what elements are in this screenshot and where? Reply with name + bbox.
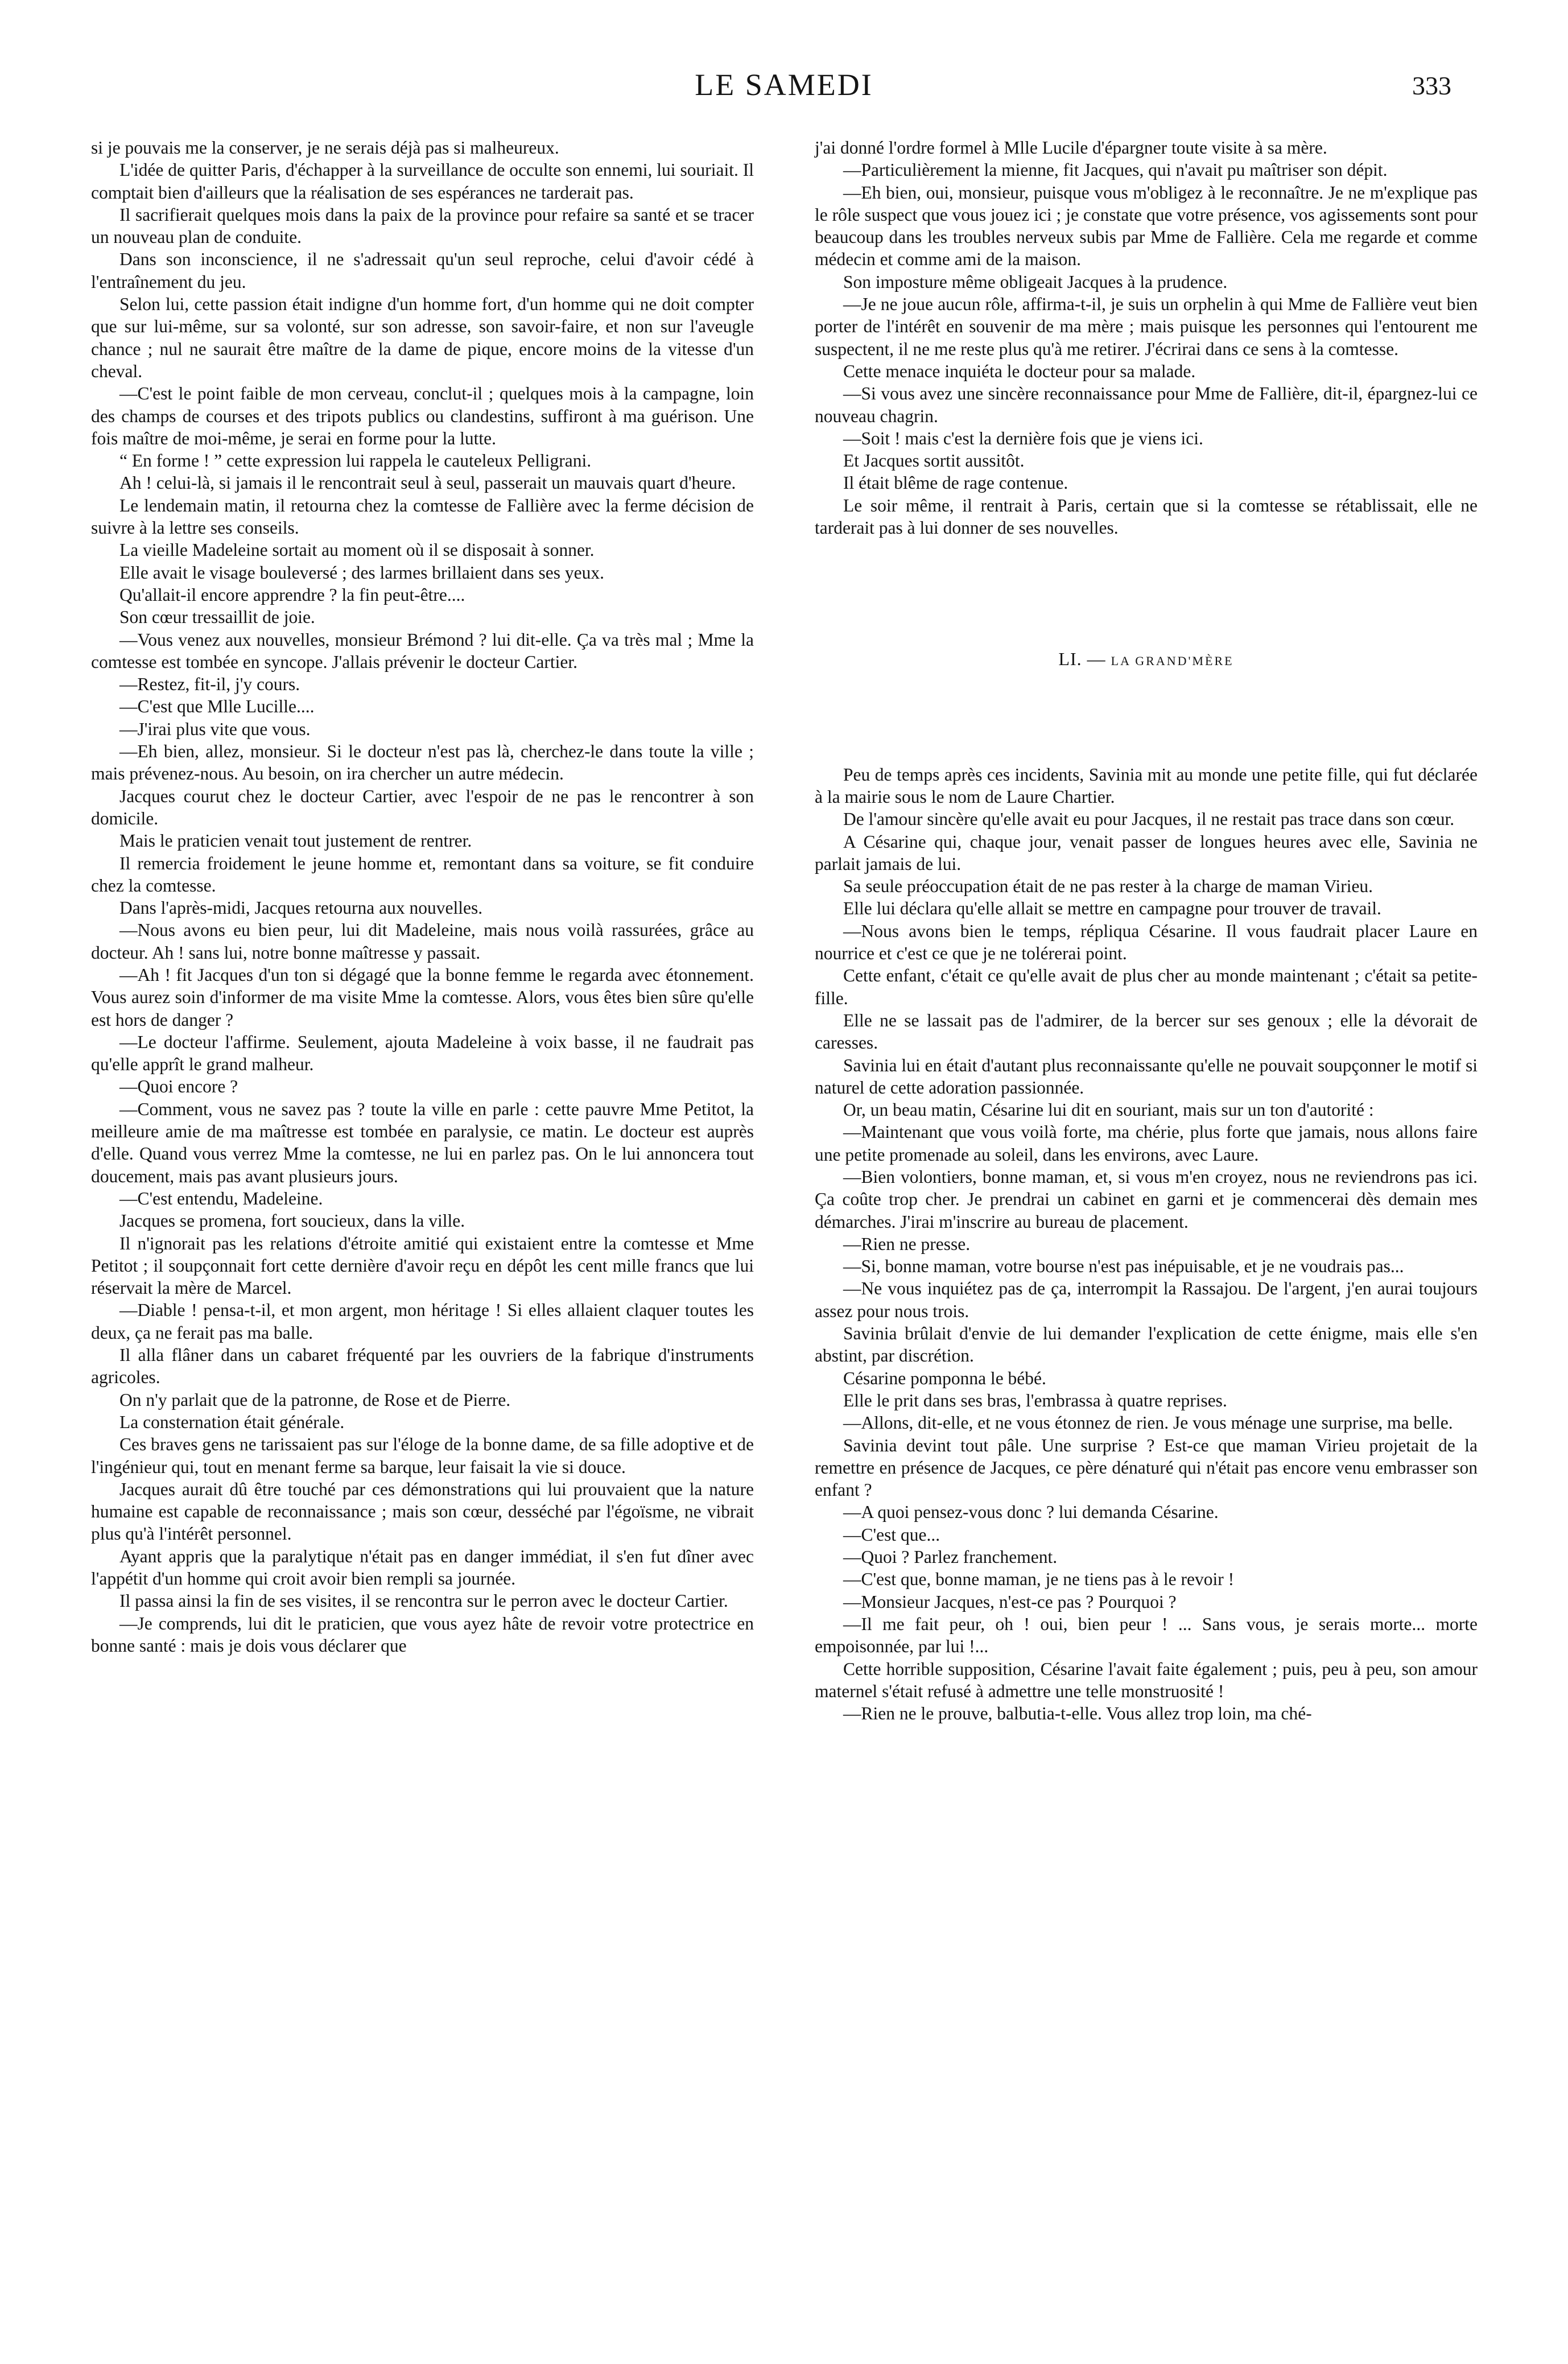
paragraph: —Le docteur l'affirme. Seulement, ajouta Madeleine à voix basse, il ne faudrait pas qu'elle apprît le grand malheur.: [91, 1032, 754, 1075]
paragraph: —C'est que...: [843, 1524, 940, 1545]
paragraph: La consternation était générale.: [119, 1412, 345, 1432]
paragraph: Elle le prit dans ses bras, l'embrassa à quatre reprises.: [843, 1390, 1227, 1410]
paragraph: —Si, bonne maman, votre bourse n'est pas inépuisable, et je ne voudrais pas...: [843, 1256, 1404, 1277]
paragraph: —A quoi pensez-vous donc ? lui demanda Césarine.: [843, 1502, 1219, 1523]
paragraph: —Diable ! pensa-t-il, et mon argent, mon héritage ! Si elles allaient claquer toutes les deux, ça ne ferait pas ma balle.: [91, 1300, 754, 1343]
paragraph: L'idée de quitter Paris, d'échapper à la surveillance de occulte son ennemi, lui souriait. Il comptait bien d'ailleurs que la réalisation de ses espérances ne tarderait pas.: [91, 160, 754, 203]
paragraph: —Je comprends, lui dit le praticien, que vous ayez hâte de revoir votre protectrice en bonne santé : mais je dois vous déclarer que: [91, 1613, 754, 1656]
paragraph: —C'est le point faible de mon cerveau, conclut-il ; quelques mois à la campagne, loin des champs de courses et des tripots publics ou clandestins, suffiront à ma guérison. Une fois maître de moi-même, je serai en forme pour la lutte.: [91, 383, 754, 448]
paragraph: Or, un beau matin, Césarine lui dit en souriant, mais sur un ton d'autorité :: [843, 1100, 1374, 1120]
paragraph: Savinia lui en était d'autant plus reconnaissante qu'elle ne pouvait soupçonner le motif si naturel de cette adoration passionnée.: [815, 1055, 1478, 1098]
paragraph: Elle avait le visage bouleversé ; des larmes brillaient dans ses yeux.: [119, 562, 604, 583]
paragraph: Et Jacques sortit aussitôt.: [843, 451, 1025, 471]
paragraph: Son imposture même obligeait Jacques à la prudence.: [843, 271, 1228, 292]
paragraph: Son cœur tressaillit de joie.: [119, 607, 315, 628]
paragraph: A Césarine qui, chaque jour, venait passer de longues heures avec elle, Savinia ne parlait jamais de lui.: [815, 831, 1478, 874]
paragraph: —Rien ne le prouve, balbutia-t-elle. Vous allez trop loin, ma ché-: [843, 1703, 1312, 1724]
paragraph: Jacques aurait dû être touché par ces démonstrations qui lui prouvaient que la nature humaine est capable de reconnaissance ; mais son cœur, desséché par l'égoïsme, ne vibrait plus qu'à l'intérêt personnel.: [91, 1479, 754, 1544]
paragraph: —Bien volontiers, bonne maman, et, si vous m'en croyez, nous ne reviendrons pas ici. Ça coûte trop cher. Je prendrai un cabinet en garni et je commencerai dès demain mes démarches. J'irai m'inscrire au bureau de placement.: [815, 1166, 1478, 1232]
paragraph: Cette horrible supposition, Césarine l'avait faite également ; puis, peu à peu, son amour maternel s'était refusé à admettre une telle monstruosité !: [815, 1658, 1478, 1701]
paragraph: —Comment, vous ne savez pas ? toute la ville en parle : cette pauvre Mme Petitot, la meilleure amie de ma maîtresse est tombée en paralysie, ce matin. Le docteur est auprès d'elle. Quand vous verrez Mme la comtesse, ne lui en parlez pas. On le lui annoncera tout doucement, mais pas avant plusieurs jours.: [91, 1099, 754, 1186]
paragraph: —Il me fait peur, oh ! oui, bien peur ! ... Sans vous, je serais morte... morte empoisonnée, par lui !...: [815, 1614, 1478, 1657]
paragraph: Il passa ainsi la fin de ses visites, il se rencontra sur le perron avec le docteur Cartier.: [119, 1591, 728, 1611]
paragraph: —Vous venez aux nouvelles, monsieur Brémond ? lui dit-elle. Ça va très mal ; Mme la comtesse est tombée en syncope. J'allais prévenir le docteur Cartier.: [91, 629, 754, 672]
paragraph: Selon lui, cette passion était indigne d'un homme fort, d'un homme qui ne doit compter que sur lui-même, sur sa volonté, sur son adresse, son savoir-faire, et non sur l'aveugle chance ; nul ne saurait être maître de la dame de pique, encore moins de la vitesse d'un cheval.: [91, 294, 754, 381]
paragraph: Sa seule préoccupation était de ne pas rester à la charge de maman Virieu.: [843, 876, 1373, 897]
paragraph: —Quoi ? Parlez franchement.: [843, 1547, 1058, 1567]
paragraph: Cette menace inquiéta le docteur pour sa malade.: [843, 361, 1196, 381]
paragraph: —Allons, dit-elle, et ne vous étonnez de rien. Je vous ménage une surprise, ma belle.: [843, 1413, 1453, 1433]
paragraph: Césarine pomponna le bébé.: [843, 1368, 1046, 1388]
paragraph: Il sacrifierait quelques mois dans la paix de la province pour refaire sa santé et se tracer un nouveau plan de conduite.: [91, 204, 754, 247]
paragraph: —Eh bien, oui, monsieur, puisque vous m'obligez à le reconnaître. Je ne m'explique pas le rôle suspect que vous jouez ici ; je constate que votre présence, vos agissements sont pour beaucoup dans les troubles nerveux subis par Mme de Fallière. Cela me regarde et comme médecin et comme ami de la maison.: [815, 182, 1478, 270]
paragraph: —Eh bien, allez, monsieur. Si le docteur n'est pas là, cherchez-le dans toute la ville ; mais prévenez-nous. Au besoin, on ira chercher un autre médecin.: [91, 741, 754, 784]
paragraph: —Rien ne presse.: [843, 1233, 971, 1254]
paragraph: “ En forme ! ” cette expression lui rappela le cauteleux Pelligrani.: [119, 451, 592, 471]
paragraph: Savinia brûlait d'envie de lui demander l'explication de cette énigme, mais elle s'en abstint, par discrétion.: [815, 1323, 1478, 1366]
paragraph: —Ne vous inquiétez pas de ça, interrompit la Rassajou. De l'argent, j'en aurai toujours assez pour nous trois.: [815, 1278, 1478, 1321]
paragraph: Mais le praticien venait tout justement de rentrer.: [119, 831, 472, 851]
paragraph: Ah ! celui-là, si jamais il le rencontrait seul à seul, passerait un mauvais quart d'heure.: [119, 473, 736, 493]
chapter-heading: [815, 648, 1478, 672]
paragraph: —Nous avons bien le temps, répliqua Césarine. Il vous faudrait placer Laure en nourrice et c'est ce que je ne tolérerai point.: [815, 921, 1478, 964]
paragraph: Qu'allait-il encore apprendre ? la fin peut-être....: [119, 584, 465, 605]
paragraph: Peu de temps après ces incidents, Savinia mit au monde une petite fille, qui fut déclarée à la mairie sous le nom de Laure Chartier.: [815, 764, 1478, 807]
paragraph: Dans son inconscience, il ne s'adressait qu'un seul reproche, celui d'avoir cédé à l'entraînement du jeu.: [91, 249, 754, 292]
paragraph: Jacques se promena, fort soucieux, dans la ville.: [119, 1211, 465, 1231]
paragraph: Elle lui déclara qu'elle allait se mettre en campagne pour trouver de travail.: [843, 898, 1381, 919]
paragraph: —Monsieur Jacques, n'est-ce pas ? Pourquoi ?: [843, 1591, 1177, 1612]
paragraph: Il était blême de rage contenue.: [843, 473, 1068, 493]
left-column: [91, 137, 754, 1657]
paragraph: Il remercia froidement le jeune homme et, remontant dans sa voiture, se fit conduire chez la comtesse.: [91, 853, 754, 896]
journal-title: LE SAMEDI: [695, 68, 873, 102]
page-header: [85, 67, 1483, 113]
chapter-title: LA GRAND'MÈRE: [1111, 654, 1234, 669]
paragraph: On n'y parlait que de la patronne, de Rose et de Pierre.: [119, 1389, 511, 1410]
paragraph: Jacques courut chez le docteur Cartier, avec l'espoir de ne pas le rencontrer à son domicile.: [91, 786, 754, 828]
chapter-number: LI. —: [1058, 649, 1106, 670]
paragraph: La vieille Madeleine sortait au moment où il se disposait à sonner.: [119, 540, 595, 560]
paragraph: Ces braves gens ne tarissaient pas sur l'éloge de la bonne dame, de sa fille adoptive et de l'ingénieur qui, tout en menant ferme sa barque, leur faisait la vie si douce.: [91, 1434, 754, 1477]
paragraph: Savinia devint tout pâle. Une surprise ? Est-ce que maman Virieu projetait de la remettre en présence de Jacques, ce père dénaturé qui n'était pas encore venu embrasser son enfant ?: [815, 1435, 1478, 1500]
paragraph: Cette enfant, c'était ce qu'elle avait de plus cher au monde maintenant ; c'était sa petite-fille.: [815, 966, 1478, 1008]
paragraph: —C'est entendu, Madeleine.: [119, 1188, 323, 1208]
paragraph: —C'est que, bonne maman, je ne tiens pas à le revoir !: [843, 1569, 1235, 1590]
right-column-before-chapter: [815, 137, 1478, 539]
paragraph: Ayant appris que la paralytique n'était pas en danger immédiat, il s'en fut dîner avec l'appétit d'un homme qui croit avoir bien rempli sa journée.: [91, 1546, 754, 1589]
paragraph: —Particulièrement la mienne, fit Jacques, qui n'avait pu maîtriser son dépit.: [843, 160, 1388, 180]
paragraph: —Ah ! fit Jacques d'un ton si dégagé que la bonne femme le regarda avec étonnement. Vous aurez soin d'informer de ma visite Mme la comtesse. Alors, vous êtes bien sûre qu'elle est hors de danger ?: [91, 964, 754, 1030]
paragraph: —Restez, fit-il, j'y cours.: [119, 674, 300, 695]
paragraph: —Quoi encore ?: [119, 1076, 238, 1097]
paragraph: —Si vous avez une sincère reconnaissance pour Mme de Fallière, dit-il, épargnez-lui ce nouveau chagrin.: [815, 383, 1478, 426]
page-number: 333: [1412, 71, 1451, 100]
paragraph: Elle ne se lassait pas de l'admirer, de la bercer sur ses genoux ; elle la dévorait de caresses.: [815, 1010, 1478, 1053]
paragraph: De l'amour sincère qu'elle avait eu pour Jacques, il ne restait pas trace dans son cœur.: [843, 809, 1455, 830]
paragraph: Dans l'après-midi, Jacques retourna aux nouvelles.: [119, 898, 483, 918]
paragraph: —Soit ! mais c'est la dernière fois que je viens ici.: [843, 428, 1203, 448]
paragraph: —Maintenant que vous voilà forte, ma chérie, plus forte que jamais, nous allons faire une petite promenade au soleil, dans les environs, avec Laure.: [815, 1122, 1478, 1165]
right-column: [815, 137, 1478, 1724]
paragraph: Il alla flâner dans un cabaret fréquenté par les ouvriers de la fabrique d'instruments agricoles.: [91, 1345, 754, 1388]
paragraph: —C'est que Mlle Lucille....: [119, 696, 315, 717]
paragraph: —J'irai plus vite que vous.: [119, 719, 311, 739]
paragraph: Le soir même, il rentrait à Paris, certain que si la comtesse se rétablissait, elle ne tarderait pas à lui donner de ses nouvelles.: [815, 495, 1478, 538]
paragraph: j'ai donné l'ordre formel à Mlle Lucile d'épargner toute visite à sa mère.: [815, 138, 1327, 158]
paragraph: si je pouvais me la conserver, je ne serais déjà pas si malheureux.: [91, 138, 559, 158]
paragraph: —Je ne joue aucun rôle, affirma-t-il, je suis un orphelin à qui Mme de Fallière veut bien porter de l'intérêt en souvenir de ma mère ; mais puisque les personnes qui l'entourent me suspectent, il ne me reste plus qu'à me retirer. J'écrirai dans ce sens à la comtesse.: [815, 294, 1478, 359]
paragraph: Il n'ignorait pas les relations d'étroite amitié qui existaient entre la comtesse et Mme Petitot ; il soupçonnait fort cette dernière d'avoir reçu en dépôt les cent mille francs que lui réservait la mère de Marcel.: [91, 1233, 754, 1298]
right-column-after-chapter: [815, 764, 1478, 1725]
paragraph: Le lendemain matin, il retourna chez la comtesse de Fallière avec la ferme décision de suivre à la lettre ses conseils.: [91, 495, 754, 538]
paragraph: —Nous avons eu bien peur, lui dit Madeleine, mais nous voilà rassurées, grâce au docteur. Ah ! sans lui, notre bonne maîtresse y passait.: [91, 920, 754, 963]
